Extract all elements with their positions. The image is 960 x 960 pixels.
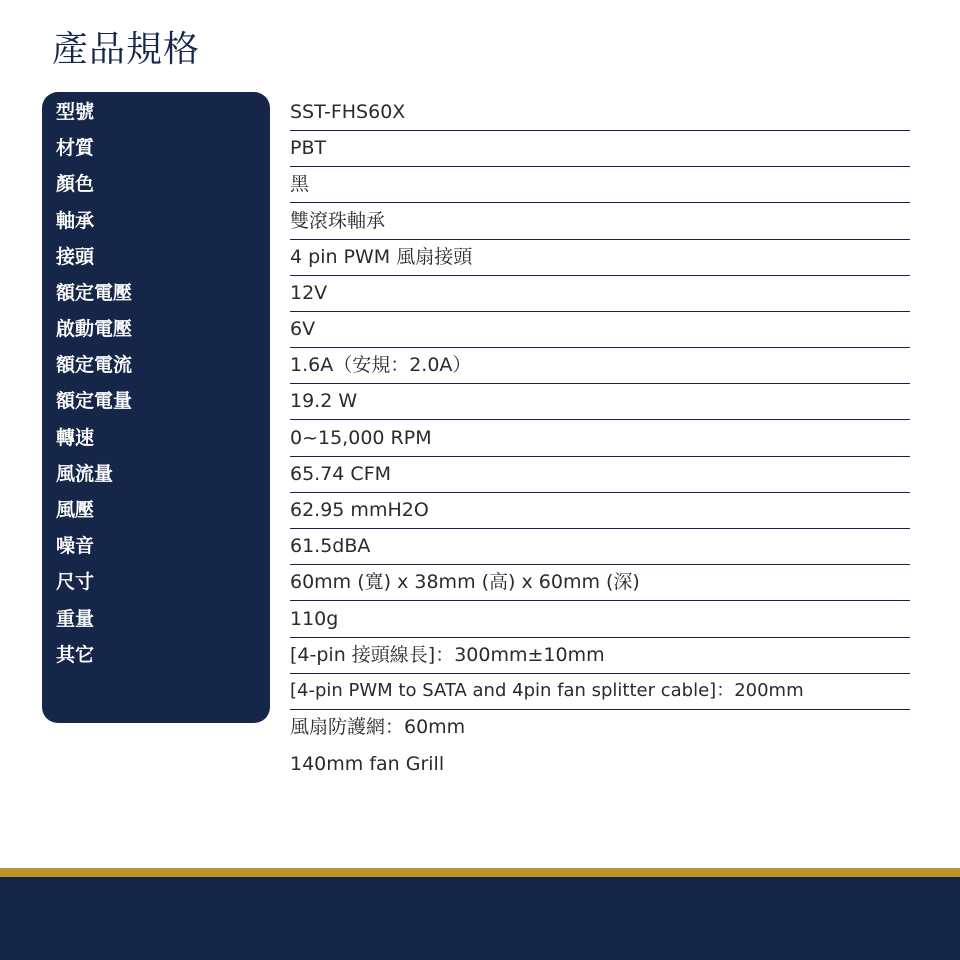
spec-label-rated-current: 額定電流 [56, 354, 133, 376]
spec-value-speed: 0~15,000 RPM [290, 420, 910, 457]
spec-value-airflow: 65.74 CFM [290, 456, 910, 493]
spec-label-speed: 轉速 [56, 427, 95, 449]
spec-value-air-pressure: 62.95 mmH2O [290, 492, 910, 529]
spec-label-material: 材質 [56, 137, 95, 159]
spec-label-other: 其它 [56, 644, 95, 666]
spec-label-start-voltage: 啟動電壓 [56, 318, 133, 340]
spec-label-connector: 接頭 [56, 246, 95, 268]
spec-label-color: 顏色 [56, 173, 95, 195]
spec-label-airflow: 風流量 [56, 463, 114, 485]
spec-value-other-splitter-cable: [4-pin PWM to SATA and 4pin fan splitter cable]：200mm [290, 673, 910, 710]
spec-value-other: [4-pin 接頭線長]：300mm±10mm [290, 637, 910, 674]
spec-label-air-pressure: 風壓 [56, 499, 95, 521]
spec-label-bearing: 軸承 [56, 210, 95, 232]
spec-value-other-fan-guard: 風扇防護網：60mm [290, 716, 466, 738]
spec-value-rated-current: 1.6A（安規：2.0A） [290, 347, 910, 384]
spec-value-model: SST-FHS60X [290, 94, 910, 131]
spec-value-rated-power: 19.2 W [290, 383, 910, 420]
spec-value-other-fan-grill: 140mm fan Grill [290, 753, 445, 775]
spec-value-noise: 61.5dBA [290, 528, 910, 565]
footer-gold-stripe [0, 868, 960, 877]
spec-value-dimensions: 60mm (寬) x 38mm (高) x 60mm (深) [290, 564, 910, 601]
spec-value-weight: 110g [290, 601, 910, 638]
footer-band [0, 877, 960, 960]
spec-value-material: PBT [290, 130, 910, 167]
spec-value-color: 黑 [290, 166, 910, 203]
spec-label-model: 型號 [56, 101, 95, 123]
spec-label-weight: 重量 [56, 608, 95, 630]
page-title: 產品規格 [52, 29, 201, 70]
spec-label-dimensions: 尺寸 [56, 571, 95, 593]
spec-label-rated-voltage: 額定電壓 [56, 282, 133, 304]
spec-value-connector: 4 pin PWM 風扇接頭 [290, 239, 910, 276]
spec-label-noise: 噪音 [56, 535, 95, 557]
spec-value-start-voltage: 6V [290, 311, 910, 348]
spec-value-rated-voltage: 12V [290, 275, 910, 312]
spec-value-bearing: 雙滾珠軸承 [290, 203, 910, 240]
spec-label-rated-power: 額定電量 [56, 390, 133, 412]
